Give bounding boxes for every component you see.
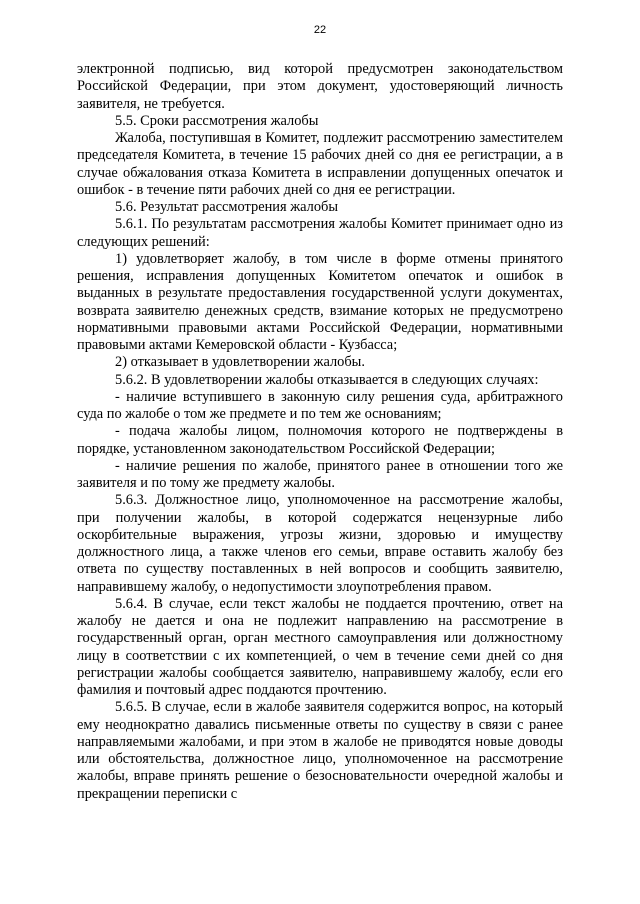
list-item-2: 2) отказывает в удовлетворении жалобы. [115,354,365,371]
page-number: 22 [313,24,327,36]
section-heading-5-6: 5.6. Результат рассмотрения жалобы [115,199,339,215]
paragraph-1: электронной подписью, вид которой предусмотрен законодательством Российской Федерации, при этом документ, удостоверяющий личность заявителя, не требуется. [77,61,563,112]
section-heading-5-5: 5.5. Сроки рассмотрения жалобы [115,112,319,129]
paragraph-5-6-1: 5.6.1. По результатам рассмотрения жалобы Комитет принимает одно из следующих решений: [77,216,563,250]
paragraph-5-6-2: 5.6.2. В удовлетворении жалобы отказывается в следующих случаях: [115,371,539,388]
bullet-unconfirmed-authority: - подача жалобы лицом, полномочия которого не подтверждены в порядке, установленном законодательством Российской Федерации; [77,423,563,457]
bullet-prior-decision: - наличие решения по жалобе, принятого ранее в отношении того же заявителя и по тому же предмету жалобы. [77,457,563,491]
document-body [77,61,563,803]
paragraph-5-6-4: 5.6.4. В случае, если текст жалобы не поддается прочтению, ответ на жалобу не дается и она не подлежит направлению на рассмотрение в государственный орган, орган местного самоуправления или должностному лицу в соответствии с их компетенцией, о чем в течение семи дней со дня регистрации жалобы сообщается заявителю, направившему жалобу, если его фамилия и почтовый адрес поддаются прочтению. [77,595,563,698]
list-item-1: 1) удовлетворяет жалобу, в том числе в форме отмены принятого решения, исправления допущенных Комитетом опечаток и ошибок в выданных в результате предоставления государственной услуги документах, возврата заявителю денежных средств, взимание которых не предусмотрено нормативными правовыми актами Российской Федерации, нормативными правовыми актами Кемеровской области - Кузбасса; [77,250,563,353]
bullet-court-decision: - наличие вступившего в законную силу решения суда, арбитражного суда по жалобе о том же предмете и по тем же основаниям; [77,388,563,422]
paragraph-5-6-3: 5.6.3. Должностное лицо, уполномоченное на рассмотрение жалобы, при получении жалобы, в которой содержатся нецензурные либо оскорбительные выражения, угрозы жизни, здоровью и имуществу должностного лица, а также членов его семьи, вправе оставить жалобу без ответа по существу поставленных в ней вопросов и сообщить заявителю, направившему жалобу, о недопустимости злоупотребления правом. [77,492,563,595]
paragraph-5-6-5: 5.6.5. В случае, если в жалобе заявителя содержится вопрос, на который ему неоднократно давались письменные ответы по существу в связи с ранее направляемыми жалобами, и при этом в жалобе не приводятся новые доводы или обстоятельства, должностное лицо, уполномоченное на рассмотрение жалобы, вправе принять решение о безосновательности очередной жалобы и прекращении переписки с [77,699,563,802]
paragraph-review-period: Жалоба, поступившая в Комитет, подлежит рассмотрению заместителем председателя Комитета, в течение 15 рабочих дней со дня ее регистрации, а в случае обжалования отказа Комитета в исправлении допущенных опечаток и ошибок - в течение пяти рабочих дней со дня ее регистрации. [77,130,563,198]
